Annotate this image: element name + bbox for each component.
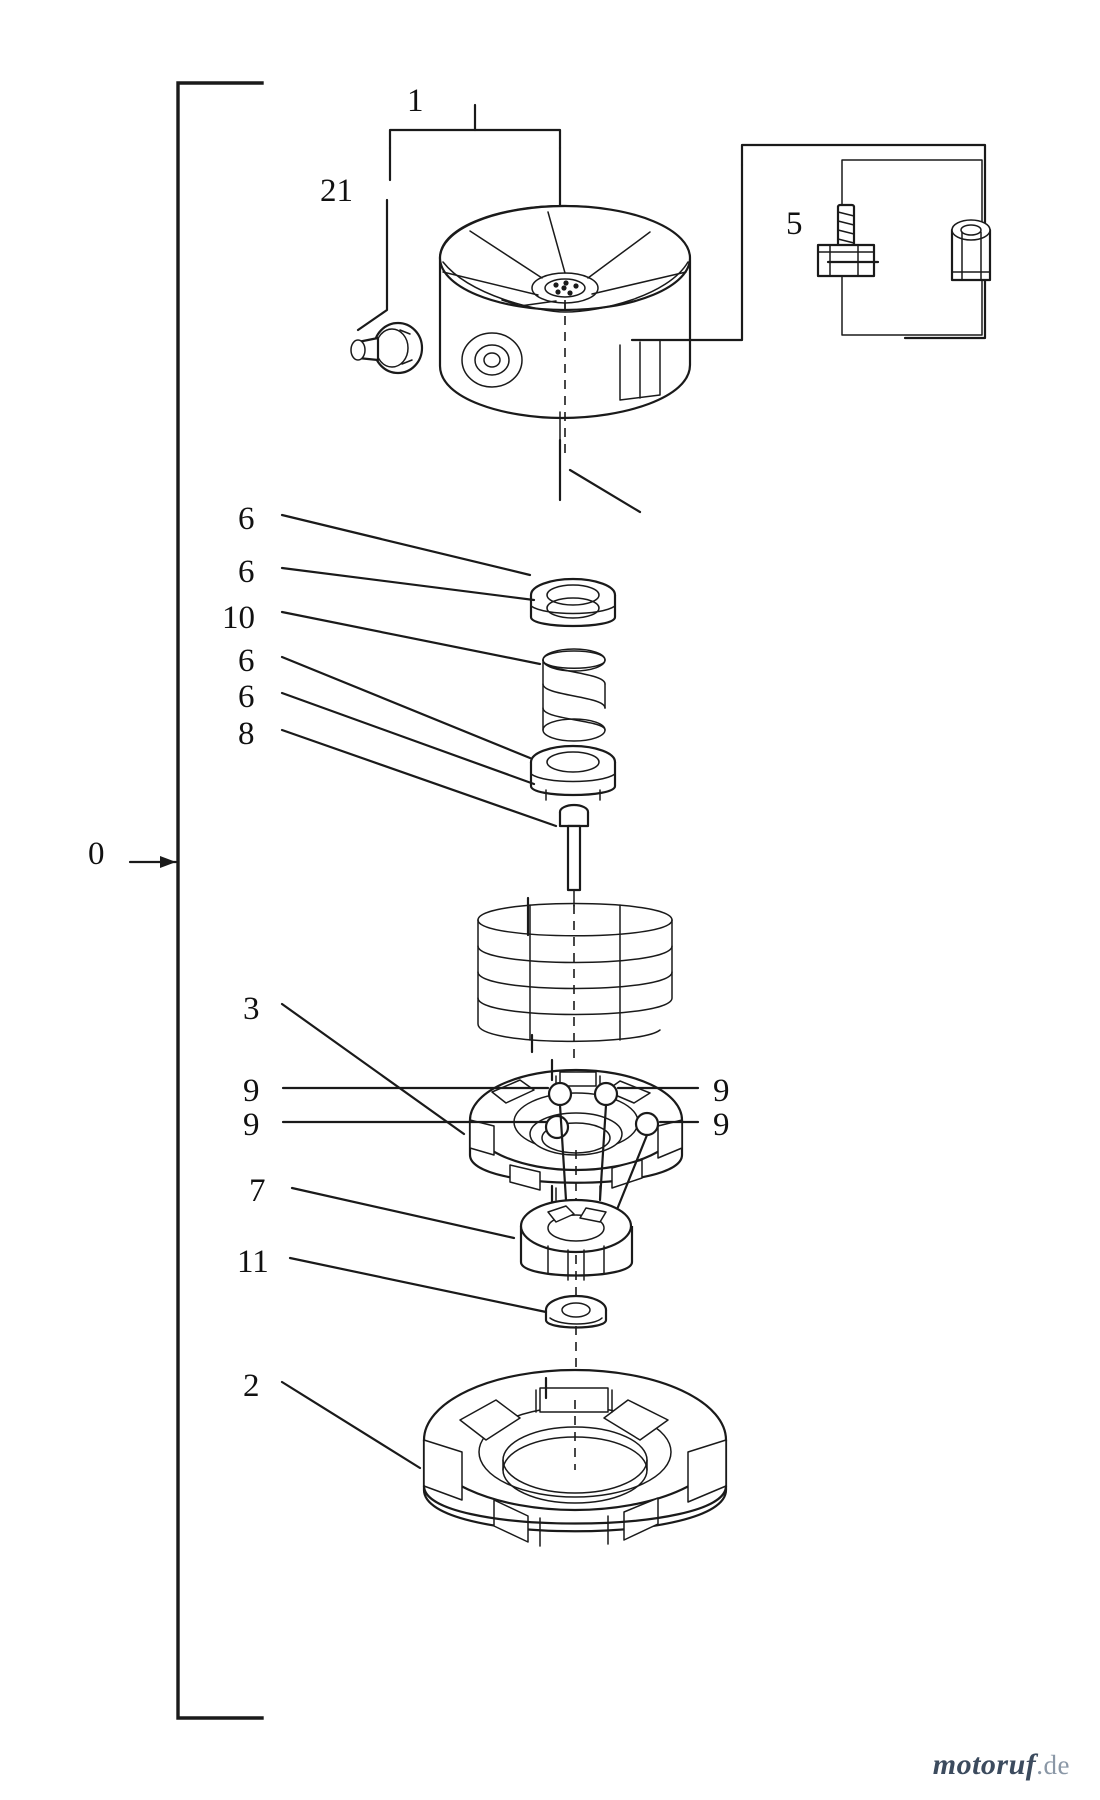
callout-item-5: 5	[786, 206, 803, 242]
callout-item-21: 21	[320, 173, 353, 209]
nut-5	[952, 220, 990, 280]
housing-cover	[440, 206, 690, 455]
drum-2	[424, 1370, 726, 1546]
hub-7	[521, 1200, 632, 1300]
plug-21	[351, 323, 422, 373]
callout-group-0: 0	[88, 836, 105, 872]
pin-8	[560, 805, 588, 906]
group-bracket	[130, 83, 262, 1718]
callout-item-11: 11	[237, 1244, 269, 1280]
callout-item-7: 7	[249, 1173, 266, 1209]
callout-item-6a: 6	[238, 501, 255, 537]
callout-item-6b: 6	[238, 554, 255, 590]
spring-10	[543, 649, 605, 741]
callout-item-9a: 9	[243, 1073, 260, 1109]
callout-item-1: 1	[407, 83, 424, 119]
spool-3	[470, 1060, 682, 1220]
callout-item-6d: 6	[238, 679, 255, 715]
leader-21	[358, 200, 387, 330]
callout-item-2: 2	[243, 1368, 260, 1404]
callout-item-9c: 9	[243, 1107, 260, 1143]
bolt-5	[818, 205, 874, 276]
callout-item-3: 3	[243, 991, 260, 1027]
callout-item-8: 8	[238, 716, 255, 752]
callout-item-10: 10	[222, 600, 255, 636]
watermark	[933, 1748, 1070, 1782]
callout-item-6c: 6	[238, 643, 255, 679]
leader-lines	[282, 515, 556, 1468]
washer-6b	[531, 746, 615, 800]
watermark-tld: .de	[1036, 1750, 1070, 1780]
callout-item-9d: 9	[713, 1107, 730, 1143]
callout-item-9b: 9	[713, 1073, 730, 1109]
washer-6a	[531, 579, 615, 626]
watermark-brand: motoruf	[932, 1748, 1037, 1781]
coil-spring	[478, 898, 672, 1060]
assembly-connector	[560, 440, 640, 512]
